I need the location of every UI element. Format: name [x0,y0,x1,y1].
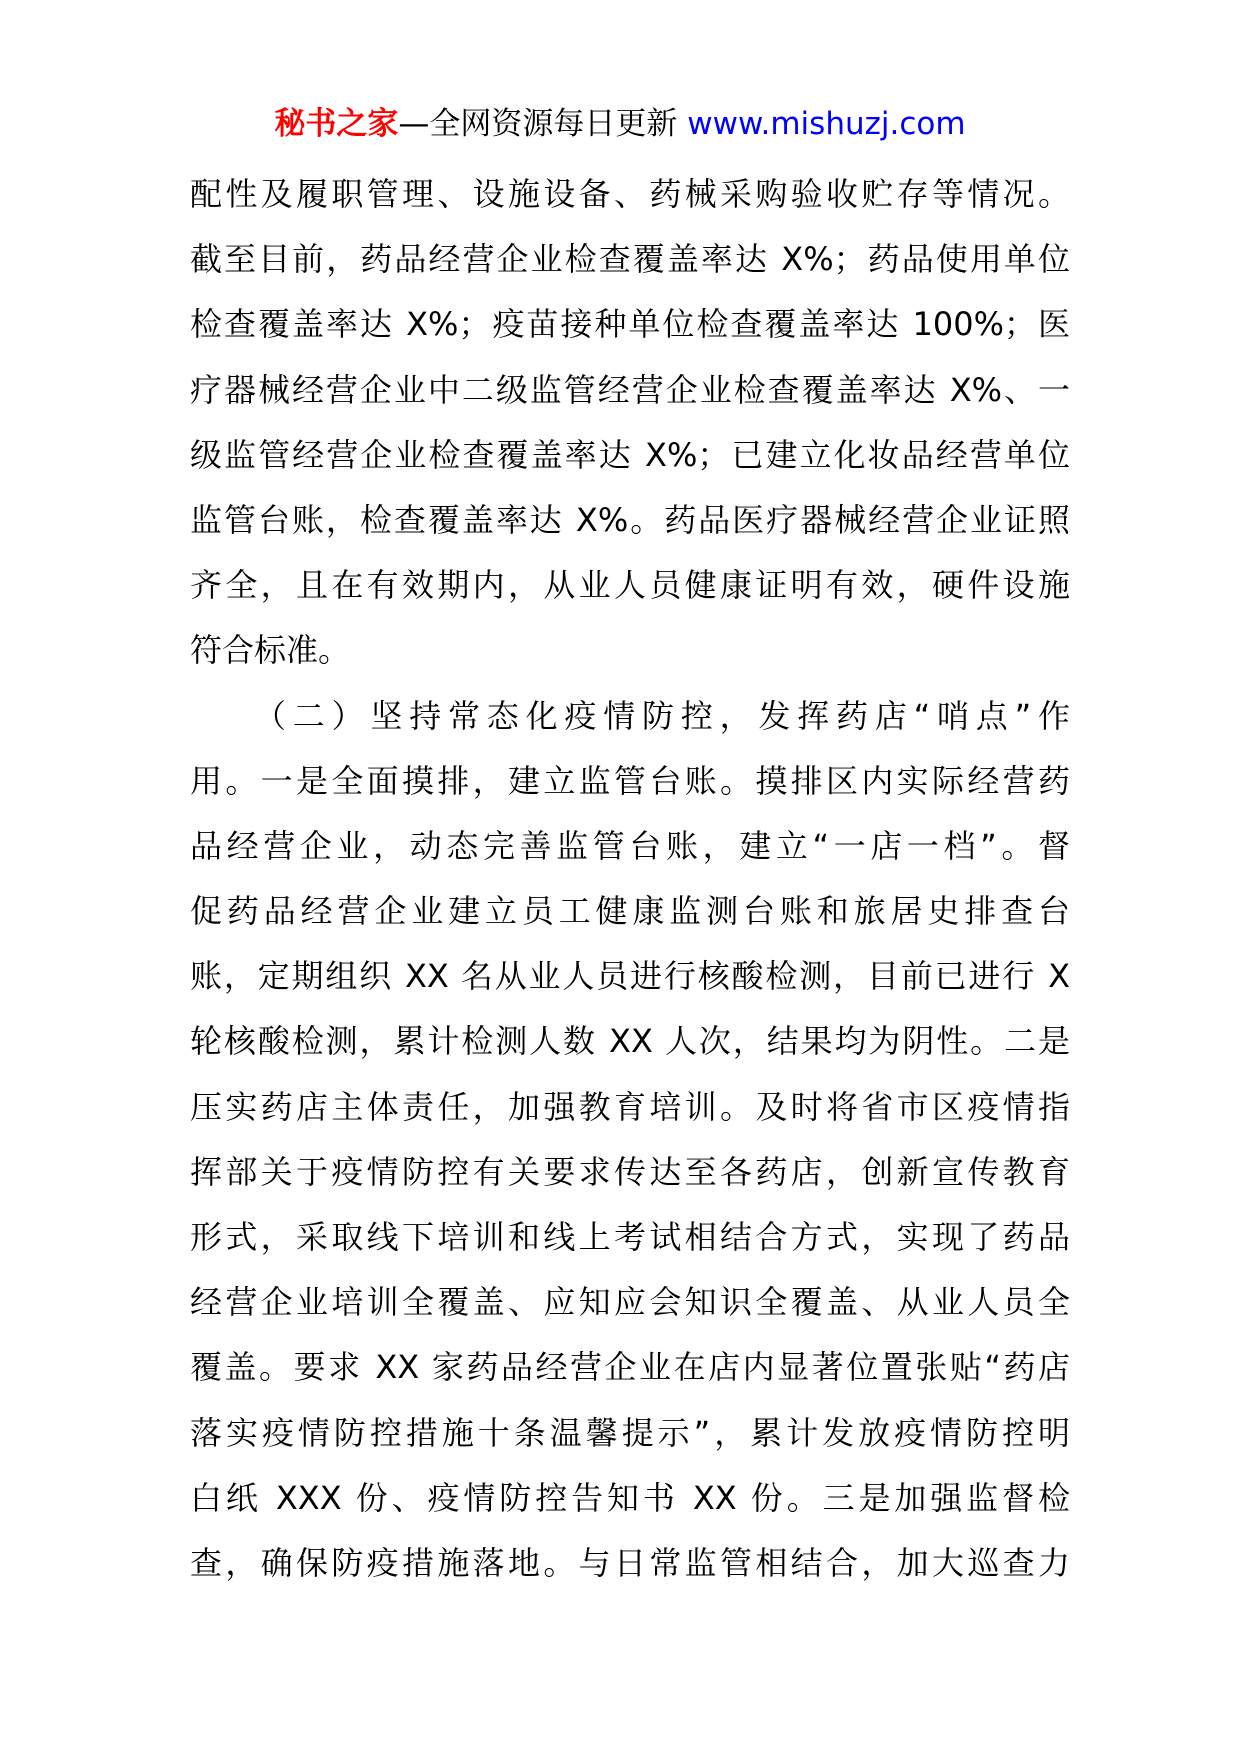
text-line: 疗器械经营企业中二级监管经营企业检查覆盖率达 X%、一 [190,370,1070,409]
text-line: 白纸 XXX 份、疫情防控告知书 XX 份。三是加强监督检 [190,1478,1070,1517]
text-line: 品经营企业，动态完善监管台账，建立“一店一档”。督 [190,826,1070,865]
site-header [0,104,1240,144]
document-body [190,162,1070,1596]
text-line: 截至目前，药品经营企业检查覆盖率达 X%；药品使用单位 [190,240,1070,279]
text-line: 检查覆盖率达 X%；疫苗接种单位检查覆盖率达 100%；医 [190,305,1070,344]
section-heading-line: （二）坚持常态化疫情防控，发挥药店“哨点”作 [254,696,1070,735]
text-line: 压实药店主体责任，加强教育培训。及时将省市区疫情指 [190,1087,1070,1126]
text-line: 落实疫情防控措施十条温馨提示”，累计发放疫情防控明 [190,1413,1070,1452]
text-line: 轮核酸检测，累计检测人数 XX 人次，结果均为阴性。二是 [190,1022,1070,1061]
text-line: 监管台账，检查覆盖率达 X%。药品医疗器械经营企业证照 [190,500,1070,539]
text-line: 查，确保防疫措施落地。与日常监管相结合，加大巡查力 [190,1543,1070,1582]
text-line: 促药品经营企业建立员工健康监测台账和旅居史排查台 [190,892,1070,931]
text-line: 覆盖。要求 XX 家药品经营企业在店内显著位置张贴“药店 [190,1348,1070,1387]
text-line: 符合标准。 [190,631,351,670]
site-url-link[interactable]: www.mishuzj.com [687,106,966,142]
text-line: 账，定期组织 XX 名从业人员进行核酸检测，目前已进行 X [190,957,1070,996]
site-brand: 秘书之家 [274,106,399,142]
text-line: 形式，采取线下培训和线上考试相结合方式，实现了药品 [190,1218,1070,1256]
text-line: 用。一是全面摸排，建立监管台账。摸排区内实际经营药 [190,761,1070,800]
text-line: 配性及履职管理、设施设备、药械采购验收贮存等情况。 [190,175,1070,213]
site-slogan: —全网资源每日更新 [398,106,688,142]
text-line: 级监管经营企业检查覆盖率达 X%；已建立化妆品经营单位 [190,435,1070,474]
text-line: 齐全，且在有效期内，从业人员健康证明有效，硬件设施 [190,566,1070,605]
text-line: 经营企业培训全覆盖、应知应会知识全覆盖、从业人员全 [190,1283,1070,1322]
text-line: 挥部关于疫情防控有关要求传达至各药店，创新宣传教育 [190,1152,1070,1191]
